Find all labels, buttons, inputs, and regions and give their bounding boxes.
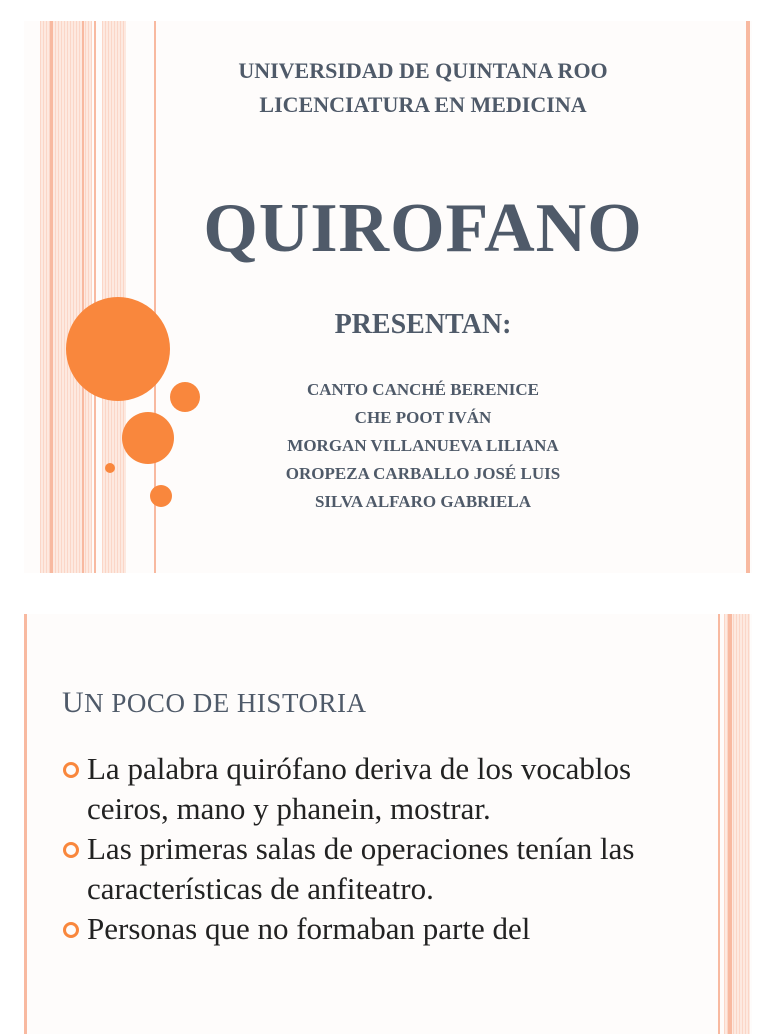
university-name: UNIVERSIDAD DE QUINTANA ROO [238, 58, 608, 83]
program-name: LICENCIATURA EN MEDICINA [259, 92, 587, 117]
presenter-name: MORGAN VILLANUEVA LILIANA [287, 436, 559, 455]
decorative-stripe-line [24, 614, 27, 1034]
history-slide [24, 614, 752, 1034]
presenter-name: CHE POOT IVÁN [354, 408, 492, 427]
title-slide [24, 21, 752, 573]
ring-bullet-icon [63, 842, 79, 858]
presenter-name: SILVA ALFARO GABRIELA [314, 492, 532, 511]
ring-bullet-icon [63, 762, 79, 778]
list-item [60, 909, 680, 949]
heading-initial: U [62, 686, 85, 719]
slide-title: QUIROFANO [203, 190, 643, 267]
decorative-circle-small [105, 463, 115, 473]
bullet-text: La palabra quirófano deriva de los vocablos ceiros, mano y phanein, mostrar. [87, 751, 632, 826]
list-item [60, 749, 680, 829]
decorative-stripe-line [82, 21, 84, 573]
institution-header [174, 54, 672, 122]
decorative-stripe-line [50, 21, 53, 573]
decorative-circle [150, 485, 172, 507]
decorative-stripe-band [40, 21, 92, 573]
presenter-name: CANTO CANCHÉ BERENICE [306, 380, 540, 399]
bullet-text: Las primeras salas de operaciones tenían las características de anfiteatro. [87, 831, 635, 906]
presenter-list [174, 376, 672, 516]
bullet-list [60, 749, 680, 949]
decorative-stripe-line [718, 614, 720, 1034]
list-item [60, 829, 680, 909]
decorative-circle-large [66, 297, 170, 401]
bullet-text: Personas que no formaban parte del [87, 911, 531, 946]
decorative-stripe-line [728, 614, 732, 1034]
presenter-label: PRESENTAN: [334, 309, 512, 340]
heading-rest: N POCO DE HISTORIA [84, 688, 367, 718]
ring-bullet-icon [63, 922, 79, 938]
decorative-stripe-line [746, 21, 750, 573]
decorative-stripe-line [94, 21, 96, 573]
section-heading [62, 686, 366, 720]
decorative-circle [122, 412, 174, 464]
presenter-name: OROPEZA CARBALLO JOSÉ LUIS [285, 464, 561, 483]
